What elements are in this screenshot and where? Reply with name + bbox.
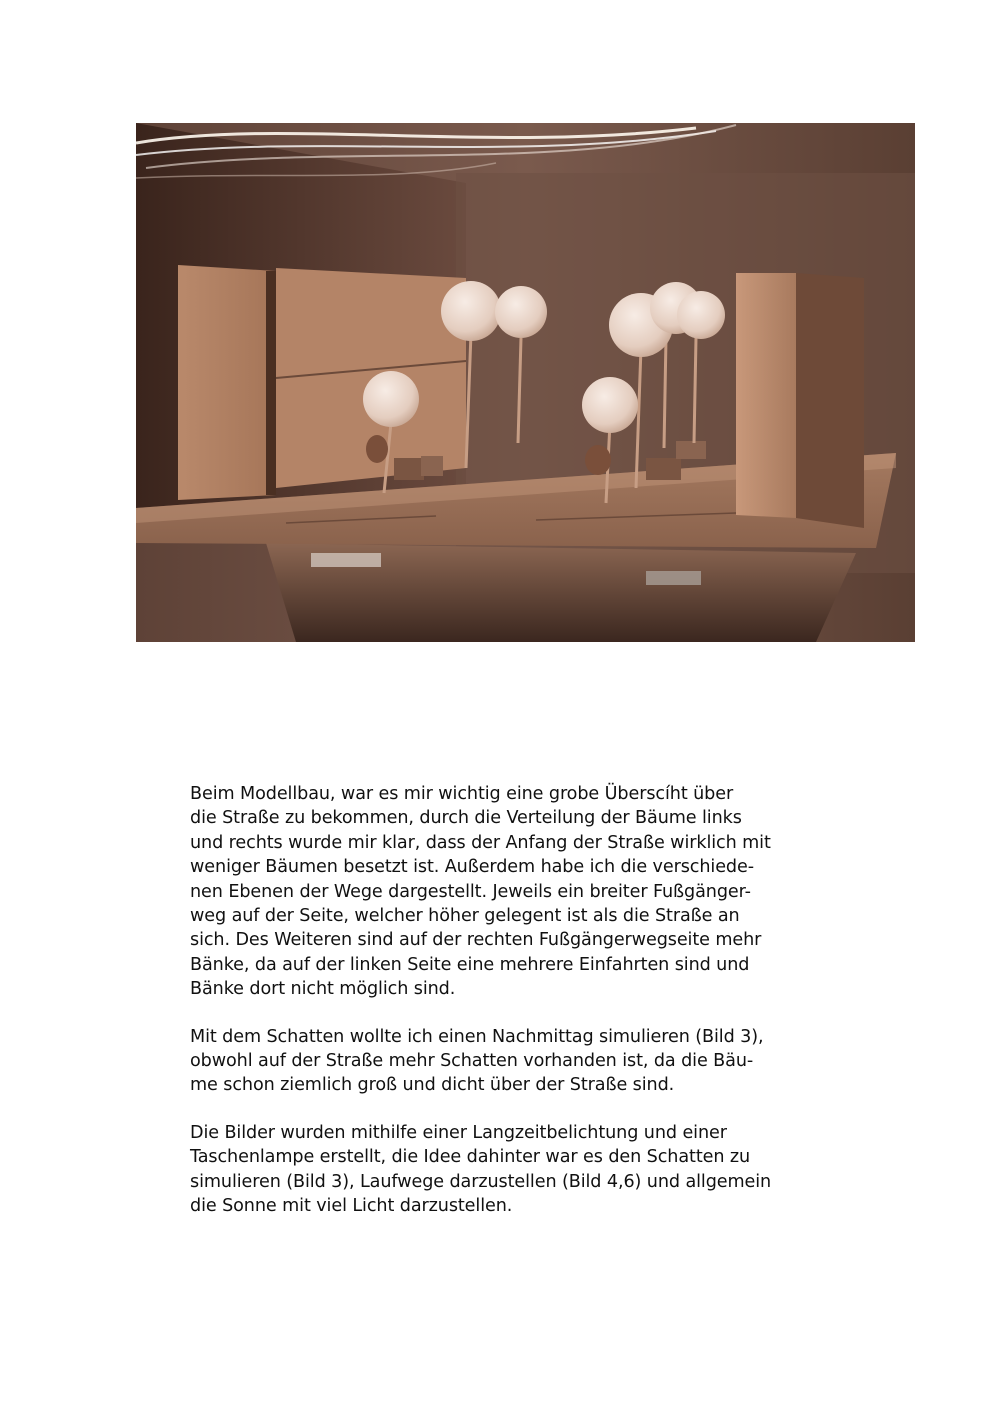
text-line: sich. Des Weiteren sind auf der rechten Fußgängerwegseite mehr [190, 930, 762, 951]
paragraph-model-building [190, 782, 880, 1002]
text-line: simulieren (Bild 3), Laufwege darzustellen (Bild 4,6) und allgemein [190, 1171, 772, 1192]
paragraph-shadow [190, 1025, 880, 1098]
text-line: nen Ebenen der Wege dargestellt. Jeweils ein breiter Fußgänger- [190, 881, 751, 902]
text-line: Bänke dort nicht möglich sind. [190, 979, 456, 1000]
cardboard-street-model-photo-icon [136, 123, 915, 642]
text-line: me schon ziemlich groß und dicht über der Straße sind. [190, 1075, 675, 1096]
model-photo [136, 123, 915, 642]
text-line: Taschenlampe erstellt, die Idee dahinter war es den Schatten zu [190, 1147, 751, 1168]
text-line: die Sonne mit viel Licht darzustellen. [190, 1196, 513, 1217]
description-text [190, 782, 880, 1242]
text-line: Beim Modellbau, war es mir wichtig eine grobe Überscíht über [190, 784, 734, 804]
text-line: und rechts wurde mir klar, dass der Anfang der Straße wirklich mit [190, 832, 771, 853]
text-line: weniger Bäumen besetzt ist. Außerdem habe ich die verschiede- [190, 857, 754, 878]
text-line: obwohl auf der Straße mehr Schatten vorhanden ist, da die Bäu- [190, 1051, 754, 1072]
text-line: die Straße zu bekommen, durch die Verteilung der Bäume links [190, 808, 742, 829]
text-line: Bänke, da auf der linken Seite eine mehrere Einfahrten sind und [190, 954, 750, 975]
text-line: Mit dem Schatten wollte ich einen Nachmittag simulieren (Bild 3), [190, 1026, 764, 1047]
text-line: weg auf der Seite, welcher höher gelegent ist als die Straße an [190, 906, 740, 927]
text-line: Die Bilder wurden mithilfe einer Langzeitbelichtung und einer [190, 1122, 727, 1143]
paragraph-photography [190, 1121, 880, 1219]
